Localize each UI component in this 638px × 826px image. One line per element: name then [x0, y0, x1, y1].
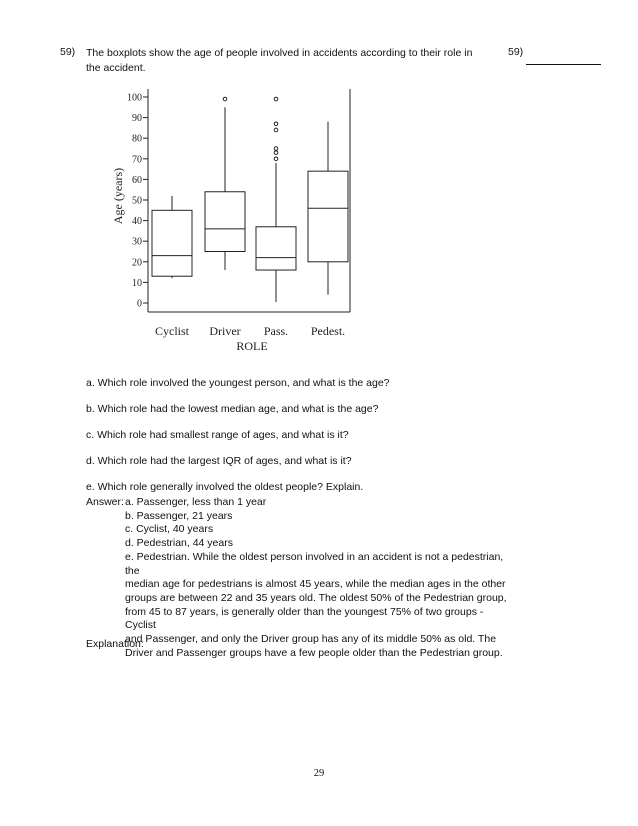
- part-a: a. Which role involved the youngest person, and what is the age?: [86, 377, 390, 389]
- y-tick-label: 80: [132, 133, 142, 145]
- boxplot-chart: [108, 84, 358, 356]
- outlier-point: [223, 97, 227, 101]
- y-tick-label: 90: [132, 113, 142, 125]
- answer-line: e. Pedestrian. While the oldest person involved in an accident is not a pedestrian, the: [125, 550, 504, 577]
- answer-line: from 45 to 87 years, is generally older than the youngest 75% of two groups - Cyclist: [125, 605, 484, 632]
- box-cyclist: [152, 210, 192, 276]
- answer-line: d. Pedestrian, 44 years: [125, 537, 233, 550]
- x-axis-label: ROLE: [236, 339, 268, 353]
- y-tick-label: 20: [132, 257, 142, 269]
- y-tick-label: 100: [127, 92, 142, 104]
- y-tick-label: 30: [132, 236, 142, 248]
- part-b: b. Which role had the lowest median age, and what is the age?: [86, 403, 379, 415]
- x-tick-label: Driver: [209, 324, 241, 338]
- x-tick-label: Cyclist: [154, 324, 190, 338]
- answer-line: median age for pedestrians is almost 45 years, while the median ages in the other: [125, 578, 506, 591]
- answer-line: a. Passenger, less than 1 year: [125, 496, 267, 508]
- box-pedest: [308, 171, 348, 262]
- y-tick-label: 40: [132, 216, 142, 228]
- part-d: d. Which role had the largest IQR of ages, and what is it?: [86, 455, 352, 467]
- outlier-point: [274, 128, 278, 132]
- answer-line: and Passenger, and only the Driver group has any of its middle 50% as old. The: [125, 633, 497, 646]
- part-c: c. Which role had smallest range of ages, and what is it?: [86, 429, 349, 441]
- box-pass: [256, 227, 296, 270]
- outlier-point: [274, 122, 278, 126]
- explanation-label: Explanation:: [86, 638, 144, 650]
- page-number: 29: [313, 768, 325, 779]
- y-tick-label: 50: [132, 195, 142, 207]
- answer-body: [125, 496, 517, 660]
- outlier-point: [274, 97, 278, 101]
- x-tick-label: Pass.: [263, 324, 289, 338]
- answer-line: groups are between 22 and 35 years old. The oldest 50% of the Pedestrian group,: [125, 591, 507, 604]
- box-driver: [205, 192, 245, 252]
- y-axis-label: Age (years): [111, 167, 125, 225]
- y-tick-label: 10: [132, 277, 142, 289]
- outlier-point: [274, 157, 278, 161]
- question-text: The boxplots show the age of people involved in accidents according to their role in the accident.: [86, 47, 473, 74]
- answer-line: b. Passenger, 21 years: [125, 509, 233, 522]
- y-tick-label: 60: [132, 174, 142, 186]
- question-number: 59): [60, 46, 76, 58]
- answer-blank-line: [526, 64, 601, 65]
- answer-label: Answer:: [86, 496, 124, 508]
- outlier-point: [274, 151, 278, 155]
- answer-line: c. Cyclist, 40 years: [125, 523, 214, 536]
- part-e: e. Which role generally involved the oldest people? Explain.: [86, 481, 364, 493]
- answer-line: Driver and Passenger groups have a few people older than the Pedestrian group.: [125, 646, 503, 659]
- x-tick-label: Pedest.: [310, 324, 346, 338]
- outlier-point: [274, 147, 278, 151]
- answer-blank-label: 59): [508, 46, 524, 58]
- y-tick-label: 70: [132, 154, 142, 166]
- y-tick-label: 0: [137, 298, 142, 310]
